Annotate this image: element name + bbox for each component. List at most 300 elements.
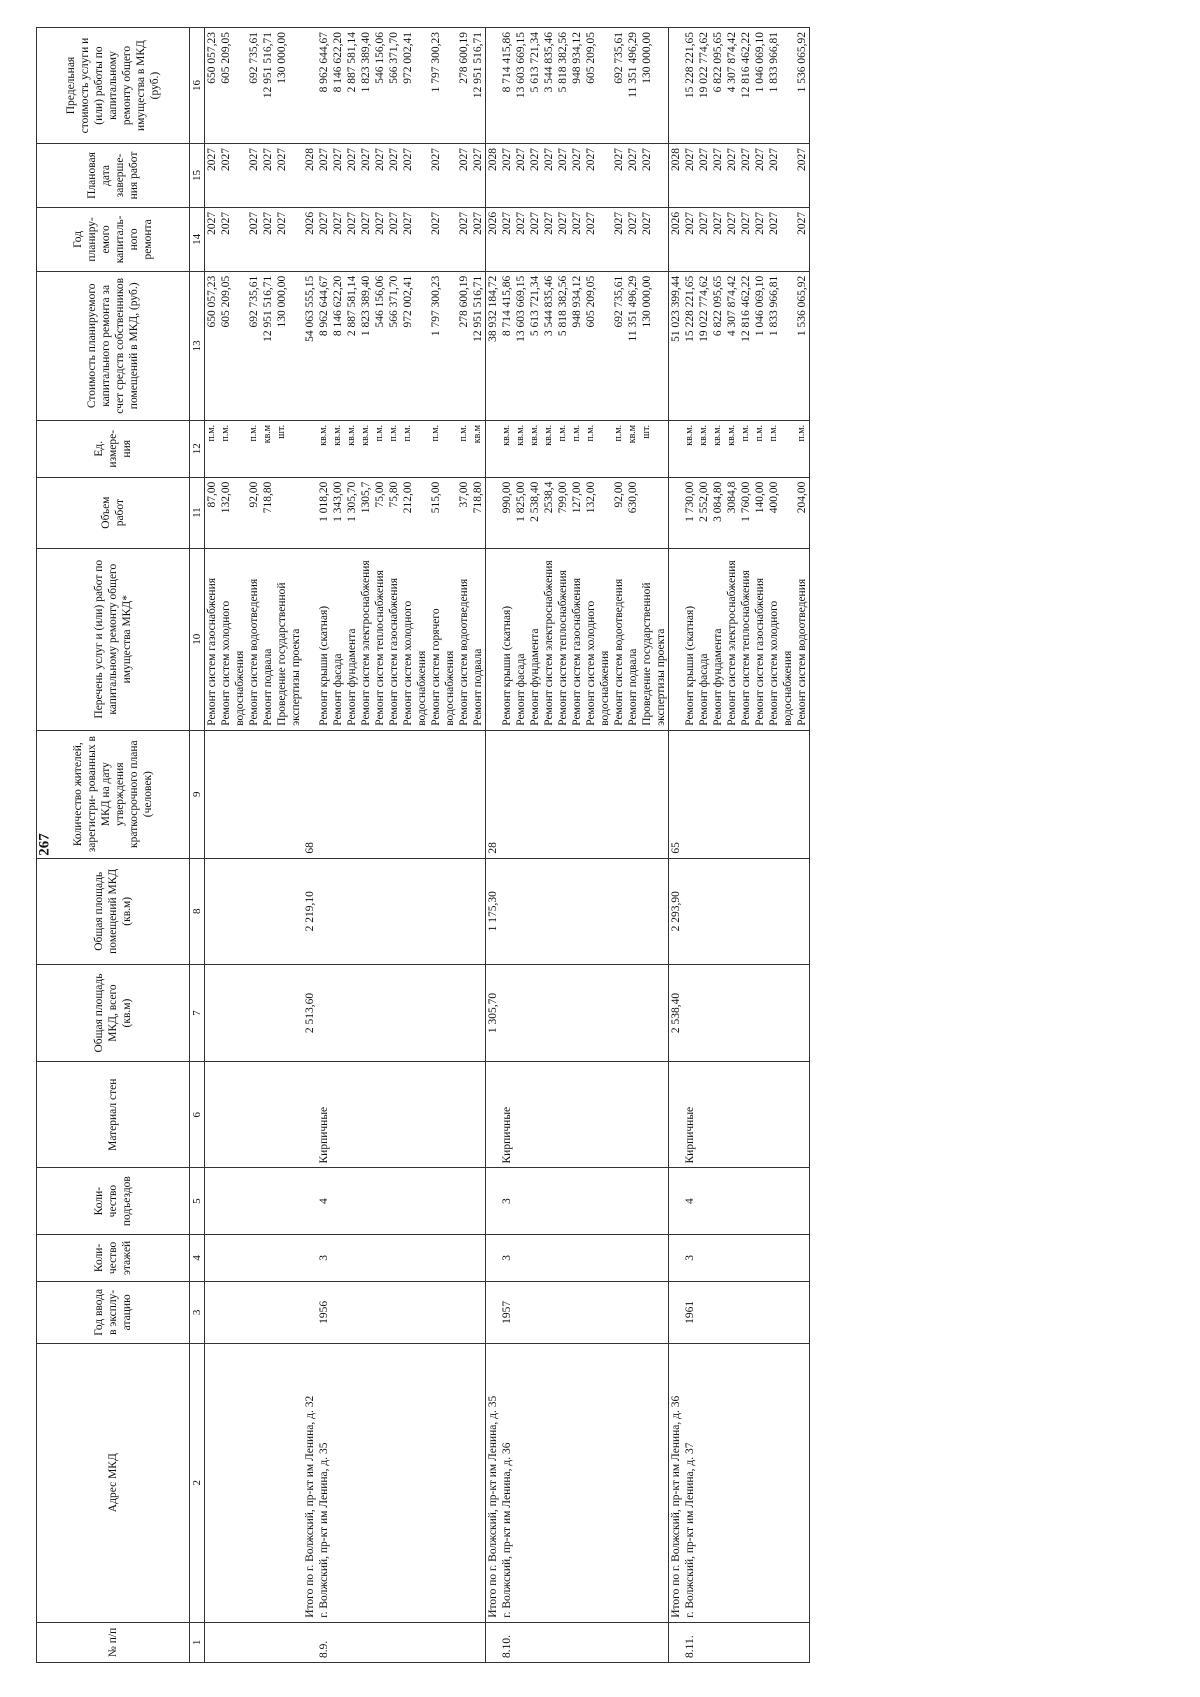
- completion-date: 2027: [317, 144, 331, 208]
- empty-cell: [359, 1168, 373, 1234]
- empty-cell: [345, 730, 359, 858]
- table-header: [37, 28, 205, 1663]
- empty-cell: [795, 1168, 810, 1234]
- empty-cell: [219, 965, 247, 1062]
- empty-cell: [486, 1168, 501, 1234]
- work-name: Ремонт фундамента: [711, 548, 725, 730]
- empty-cell: [739, 858, 753, 964]
- work-volume: 37,00: [457, 477, 471, 548]
- work-unit: п.м.: [795, 420, 810, 477]
- empty-cell: [570, 1282, 584, 1344]
- work-unit: п.м.: [387, 420, 401, 477]
- empty-cell: [795, 1343, 810, 1622]
- completion-date: 2027: [457, 144, 471, 208]
- work-name: Проведение государственной экспертизы проекта: [640, 548, 669, 730]
- work-cost: 605 209,05: [584, 271, 612, 420]
- empty-cell: [457, 1343, 471, 1622]
- work-unit: кв.м.: [542, 420, 556, 477]
- empty-cell: [528, 1282, 542, 1344]
- repair-year: 2027: [345, 207, 359, 271]
- table-row: [514, 28, 528, 1663]
- work-name: Ремонт систем электроснабжения: [359, 548, 373, 730]
- empty-cell: [261, 858, 275, 964]
- work-name: Ремонт подвала: [261, 548, 275, 730]
- completion-date: 2027: [387, 144, 401, 208]
- empty-cell: [570, 1062, 584, 1168]
- empty-cell: [697, 965, 711, 1062]
- column-header: Общая площадь МКД, всего (кв.м): [37, 965, 190, 1062]
- empty-cell: [359, 1234, 373, 1281]
- cost-limit: 8 146 622,20: [331, 28, 345, 144]
- empty-cell: [471, 1234, 486, 1281]
- repair-year: 2027: [205, 207, 220, 271]
- empty-cell: [767, 1343, 795, 1622]
- empty-cell: [725, 1282, 739, 1344]
- work-volume: 1 760,00: [739, 477, 753, 548]
- empty-cell: [486, 28, 501, 144]
- empty-cell: [457, 1062, 471, 1168]
- empty-cell: [626, 1622, 640, 1662]
- wall-material: Кирпичные: [683, 1062, 697, 1168]
- table-row: [725, 28, 739, 1663]
- work-volume: 92,00: [247, 477, 261, 548]
- empty-cell: [373, 858, 387, 964]
- work-name: Ремонт фасада: [697, 548, 711, 730]
- empty-cell: [387, 1343, 401, 1622]
- cost-limit: 1 833 966,81: [767, 28, 795, 144]
- cost-limit: 948 934,12: [570, 28, 584, 144]
- empty-cell: [387, 1168, 401, 1234]
- empty-cell: [612, 965, 626, 1062]
- column-header: Плановая дата заверше- ния работ: [37, 144, 190, 208]
- empty-cell: [303, 477, 317, 548]
- work-unit: п.м.: [570, 420, 584, 477]
- empty-cell: [725, 858, 739, 964]
- total-year: 2026: [303, 207, 317, 271]
- empty-cell: [584, 1062, 612, 1168]
- table-row: [486, 28, 501, 1663]
- rotated-table-wrapper: [36, 27, 1162, 1663]
- table-row: [303, 28, 317, 1663]
- work-name: Ремонт фундамента: [528, 548, 542, 730]
- work-name: Ремонт крыши (скатная): [683, 548, 697, 730]
- cost-limit: 15 228 221,65: [683, 28, 697, 144]
- work-unit: кв.м: [471, 420, 486, 477]
- empty-cell: [767, 1234, 795, 1281]
- work-cost: 566 371,70: [387, 271, 401, 420]
- column-number: 13: [190, 271, 205, 420]
- work-name: Ремонт систем газоснабжения: [753, 548, 767, 730]
- empty-cell: [767, 1062, 795, 1168]
- work-volume: 2 552,00: [697, 477, 711, 548]
- empty-cell: [542, 1168, 556, 1234]
- repair-year: 2027: [317, 207, 331, 271]
- empty-cell: [584, 1622, 612, 1662]
- empty-cell: [261, 1622, 275, 1662]
- data-section: [486, 28, 669, 1663]
- table-row: [542, 28, 556, 1663]
- empty-cell: [401, 1062, 429, 1168]
- empty-cell: [514, 1282, 528, 1344]
- column-number: 6: [190, 1062, 205, 1168]
- empty-cell: [542, 1343, 556, 1622]
- empty-cell: [669, 1062, 684, 1168]
- work-volume: 718,80: [471, 477, 486, 548]
- column-number: 11: [190, 477, 205, 548]
- table-row: [317, 28, 331, 1663]
- empty-cell: [795, 1234, 810, 1281]
- empty-cell: [584, 965, 612, 1062]
- repair-year: 2027: [275, 207, 303, 271]
- empty-cell: [486, 1622, 501, 1662]
- repair-year: 2027: [753, 207, 767, 271]
- table-row: [457, 28, 471, 1663]
- data-section: [205, 28, 486, 1663]
- empty-cell: [275, 1282, 303, 1344]
- empty-cell: [331, 858, 345, 964]
- completion-date: 2027: [795, 144, 810, 208]
- column-header: Количество жителей, зарегистри- рованных в МКД на дату утверждения краткосрочного плана (человек): [37, 730, 190, 858]
- work-cost: 972 002,41: [401, 271, 429, 420]
- empty-cell: [429, 1282, 457, 1344]
- empty-cell: [528, 1168, 542, 1234]
- work-cost: 2 887 581,14: [345, 271, 359, 420]
- empty-cell: [331, 1282, 345, 1344]
- cost-limit: 1 823 389,40: [359, 28, 373, 144]
- empty-cell: [542, 1622, 556, 1662]
- repair-year: 2027: [711, 207, 725, 271]
- cost-limit: 692 735,61: [612, 28, 626, 144]
- work-unit: п.м.: [205, 420, 220, 477]
- empty-cell: [331, 1168, 345, 1234]
- empty-cell: [261, 1282, 275, 1344]
- completion-date: 2027: [753, 144, 767, 208]
- empty-cell: [219, 1622, 247, 1662]
- empty-cell: [373, 1168, 387, 1234]
- table-row: [528, 28, 542, 1663]
- work-name: Ремонт крыши (скатная): [500, 548, 514, 730]
- empty-cell: [205, 1062, 220, 1168]
- empty-cell: [556, 730, 570, 858]
- empty-cell: [247, 1343, 261, 1622]
- work-volume: 75,80: [387, 477, 401, 548]
- empty-cell: [584, 858, 612, 964]
- repair-year: 2027: [373, 207, 387, 271]
- cost-limit: 6 822 095,65: [711, 28, 725, 144]
- empty-cell: [275, 1168, 303, 1234]
- work-name: Ремонт систем газоснабжения: [205, 548, 220, 730]
- empty-cell: [205, 1622, 220, 1662]
- empty-cell: [669, 420, 684, 477]
- empty-cell: [373, 1622, 387, 1662]
- empty-cell: [739, 1234, 753, 1281]
- empty-cell: [711, 1168, 725, 1234]
- floors-count: 3: [500, 1234, 514, 1281]
- empty-cell: [275, 1234, 303, 1281]
- empty-cell: [486, 1282, 501, 1344]
- empty-cell: [387, 1062, 401, 1168]
- work-name: Ремонт фасада: [331, 548, 345, 730]
- empty-cell: [669, 1234, 684, 1281]
- work-cost: 278 600,19: [457, 271, 471, 420]
- cost-limit: 12 951 516,71: [471, 28, 486, 144]
- empty-cell: [401, 858, 429, 964]
- empty-cell: [612, 1168, 626, 1234]
- empty-cell: [669, 1282, 684, 1344]
- column-number: 4: [190, 1234, 205, 1281]
- empty-cell: [556, 1062, 570, 1168]
- work-unit: п.м.: [429, 420, 457, 477]
- completion-date: 2027: [429, 144, 457, 208]
- empty-cell: [570, 858, 584, 964]
- empty-cell: [219, 858, 247, 964]
- empty-cell: [359, 1622, 373, 1662]
- empty-cell: [486, 420, 501, 477]
- empty-cell: [457, 1234, 471, 1281]
- table-row: [373, 28, 387, 1663]
- table-row: [359, 28, 373, 1663]
- empty-cell: [275, 858, 303, 964]
- column-header: Год планиру- емого капиталь- ного ремонта: [37, 207, 190, 271]
- completion-date: 2027: [725, 144, 739, 208]
- completion-date: 2027: [542, 144, 556, 208]
- table-row: [205, 28, 220, 1663]
- work-unit: кв.м: [626, 420, 640, 477]
- column-number: 9: [190, 730, 205, 858]
- work-cost: 1 833 966,81: [767, 271, 795, 420]
- total-residential-area: 1 175,30: [486, 858, 501, 964]
- work-volume: 87,00: [205, 477, 220, 548]
- table-row: [683, 28, 697, 1663]
- empty-cell: [739, 1622, 753, 1662]
- table-row: [570, 28, 584, 1663]
- empty-cell: [626, 1343, 640, 1622]
- column-number: 8: [190, 858, 205, 964]
- column-header: Коли- чество подъездов: [37, 1168, 190, 1234]
- work-name: Ремонт систем холодного водоснабжения: [219, 548, 247, 730]
- empty-cell: [570, 1168, 584, 1234]
- empty-cell: [669, 477, 684, 548]
- empty-cell: [612, 1062, 626, 1168]
- completion-date: 2027: [219, 144, 247, 208]
- total-date: 2028: [486, 144, 501, 208]
- empty-cell: [753, 858, 767, 964]
- empty-cell: [331, 730, 345, 858]
- empty-cell: [570, 1343, 584, 1622]
- empty-cell: [528, 1234, 542, 1281]
- column-number: 12: [190, 420, 205, 477]
- empty-cell: [345, 1282, 359, 1344]
- empty-cell: [275, 730, 303, 858]
- work-volume: 3 084,80: [711, 477, 725, 548]
- completion-date: 2027: [401, 144, 429, 208]
- work-unit: п.м.: [401, 420, 429, 477]
- empty-cell: [303, 1622, 317, 1662]
- work-cost: 8 146 622,20: [331, 271, 345, 420]
- empty-cell: [514, 1234, 528, 1281]
- work-unit: кв.м.: [725, 420, 739, 477]
- empty-cell: [387, 1234, 401, 1281]
- empty-cell: [528, 858, 542, 964]
- total-year: 2026: [486, 207, 501, 271]
- table-row: [753, 28, 767, 1663]
- empty-cell: [542, 965, 556, 1062]
- table-row: [697, 28, 711, 1663]
- empty-cell: [457, 730, 471, 858]
- empty-cell: [626, 1168, 640, 1234]
- work-cost: 650 057,23: [205, 271, 220, 420]
- empty-cell: [542, 858, 556, 964]
- work-cost: 12 951 516,71: [261, 271, 275, 420]
- empty-cell: [345, 1168, 359, 1234]
- work-cost: 12 951 516,71: [471, 271, 486, 420]
- total-residential-area: 2 219,10: [303, 858, 317, 964]
- empty-cell: [205, 1168, 220, 1234]
- empty-cell: [795, 1622, 810, 1662]
- empty-cell: [359, 1062, 373, 1168]
- empty-cell: [570, 1622, 584, 1662]
- table-row: [500, 28, 514, 1663]
- table-row: [767, 28, 795, 1663]
- work-cost: 130 000,00: [275, 271, 303, 420]
- work-cost: 605 209,05: [219, 271, 247, 420]
- column-number: 10: [190, 548, 205, 730]
- empty-cell: [303, 1234, 317, 1281]
- empty-cell: [359, 1282, 373, 1344]
- empty-cell: [401, 1168, 429, 1234]
- empty-cell: [542, 1282, 556, 1344]
- empty-cell: [247, 1282, 261, 1344]
- empty-cell: [219, 1062, 247, 1168]
- empty-cell: [373, 965, 387, 1062]
- empty-cell: [247, 1062, 261, 1168]
- repair-year: 2027: [626, 207, 640, 271]
- empty-cell: [387, 965, 401, 1062]
- work-cost: 6 822 095,65: [711, 271, 725, 420]
- work-volume: 1 825,00: [514, 477, 528, 548]
- total-label: Итого по г. Волжский, пр-кт им Ленина, д. 35: [486, 1343, 501, 1622]
- work-cost: 4 307 874,42: [725, 271, 739, 420]
- empty-cell: [640, 1343, 669, 1622]
- empty-cell: [711, 858, 725, 964]
- empty-cell: [373, 1234, 387, 1281]
- work-cost: 19 022 774,62: [697, 271, 711, 420]
- column-number: 3: [190, 1282, 205, 1344]
- work-name: Ремонт систем теплоснабжения: [739, 548, 753, 730]
- empty-cell: [261, 1343, 275, 1622]
- work-cost: 12 816 462,22: [739, 271, 753, 420]
- empty-cell: [247, 730, 261, 858]
- empty-cell: [725, 1168, 739, 1234]
- data-section: [669, 28, 810, 1663]
- work-unit: п.м.: [739, 420, 753, 477]
- total-residential-area: 2 293,90: [669, 858, 684, 964]
- work-cost: 8 714 415,86: [500, 271, 514, 420]
- empty-cell: [373, 1282, 387, 1344]
- work-cost: 692 735,61: [612, 271, 626, 420]
- empty-cell: [626, 1062, 640, 1168]
- empty-cell: [739, 1343, 753, 1622]
- cost-limit: 692 735,61: [247, 28, 261, 144]
- empty-cell: [429, 730, 457, 858]
- empty-cell: [303, 1282, 317, 1344]
- work-name: Ремонт систем водоотведения: [795, 548, 810, 730]
- cost-limit: 8 714 415,86: [500, 28, 514, 144]
- empty-cell: [683, 858, 697, 964]
- empty-cell: [626, 858, 640, 964]
- work-cost: 1 046 069,10: [753, 271, 767, 420]
- empty-cell: [697, 1622, 711, 1662]
- completion-date: 2027: [247, 144, 261, 208]
- row-number: 8.11.: [683, 1622, 697, 1662]
- repair-year: 2027: [261, 207, 275, 271]
- empty-cell: [486, 1062, 501, 1168]
- empty-cell: [767, 730, 795, 858]
- empty-cell: [514, 1168, 528, 1234]
- empty-cell: [331, 1622, 345, 1662]
- empty-cell: [542, 730, 556, 858]
- total-residents: 68: [303, 730, 317, 858]
- empty-cell: [697, 1062, 711, 1168]
- empty-cell: [247, 1622, 261, 1662]
- empty-cell: [640, 1282, 669, 1344]
- work-cost: 3 544 835,46: [542, 271, 556, 420]
- table-row: [331, 28, 345, 1663]
- cost-limit: 5 613 721,34: [528, 28, 542, 144]
- empty-cell: [669, 28, 684, 144]
- empty-cell: [247, 858, 261, 964]
- cost-limit: 1 046 069,10: [753, 28, 767, 144]
- empty-cell: [725, 965, 739, 1062]
- empty-cell: [556, 1343, 570, 1622]
- empty-cell: [570, 730, 584, 858]
- work-volume: 75,00: [373, 477, 387, 548]
- row-number: 8.9.: [317, 1622, 331, 1662]
- column-number: 7: [190, 965, 205, 1062]
- work-unit: п.м.: [457, 420, 471, 477]
- table-row: [345, 28, 359, 1663]
- work-name: Ремонт систем газоснабжения: [387, 548, 401, 730]
- column-header: Год ввода в эксплу- атацию: [37, 1282, 190, 1344]
- empty-cell: [486, 1234, 501, 1281]
- work-volume: 2 538,40: [528, 477, 542, 548]
- empty-cell: [795, 858, 810, 964]
- work-volume: 132,00: [219, 477, 247, 548]
- empty-cell: [556, 1234, 570, 1281]
- empty-cell: [205, 730, 220, 858]
- empty-cell: [739, 1282, 753, 1344]
- empty-cell: [556, 1622, 570, 1662]
- empty-cell: [359, 730, 373, 858]
- empty-cell: [584, 1234, 612, 1281]
- empty-cell: [753, 1282, 767, 1344]
- empty-cell: [359, 965, 373, 1062]
- empty-cell: [570, 965, 584, 1062]
- commission-year: 1961: [683, 1282, 697, 1344]
- completion-date: 2027: [570, 144, 584, 208]
- work-name: Ремонт систем теплоснабжения: [556, 548, 570, 730]
- cost-limit: 972 002,41: [401, 28, 429, 144]
- empty-cell: [219, 1168, 247, 1234]
- empty-cell: [640, 1062, 669, 1168]
- table-row: [429, 28, 457, 1663]
- empty-cell: [471, 858, 486, 964]
- work-unit: шт.: [640, 420, 669, 477]
- empty-cell: [500, 965, 514, 1062]
- work-unit: п.м.: [584, 420, 612, 477]
- cost-limit: 130 000,00: [275, 28, 303, 144]
- empty-cell: [401, 1282, 429, 1344]
